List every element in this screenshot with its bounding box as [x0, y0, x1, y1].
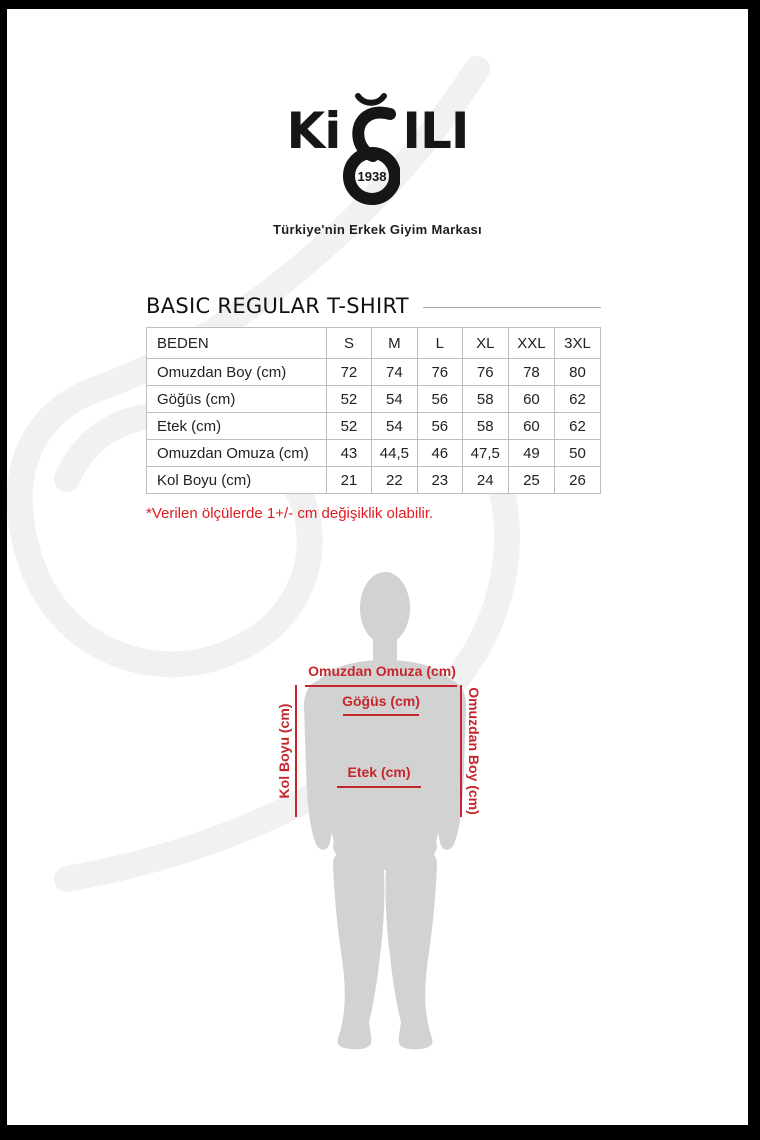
logo-breve-icon	[358, 96, 384, 103]
header-xl: XL	[462, 328, 508, 359]
label-body-length: Omuzdan Boy (cm)	[466, 687, 482, 815]
cell: 58	[462, 413, 508, 440]
cell: 52	[327, 413, 372, 440]
label-hem: Etek (cm)	[347, 764, 411, 780]
cell: 54	[371, 386, 417, 413]
header-beden: BEDEN	[147, 328, 327, 359]
logo-row	[7, 88, 748, 208]
cell: 78	[508, 359, 554, 386]
cell: 54	[371, 413, 417, 440]
sleeve-length-line	[295, 685, 297, 817]
table-row	[147, 386, 601, 413]
cell: 24	[462, 467, 508, 494]
cell: 62	[555, 413, 601, 440]
silhouette-torso	[314, 660, 456, 842]
logo-text-left: Ki	[286, 102, 341, 160]
cell: 43	[327, 440, 372, 467]
cell: 22	[371, 467, 417, 494]
label-sleeve-length: Kol Boyu (cm)	[276, 703, 292, 799]
cell: 76	[418, 359, 463, 386]
table-row	[147, 467, 601, 494]
silhouette-right-leg	[386, 849, 437, 1050]
hem-line	[337, 786, 421, 788]
measurement-note: *Verilen ölçülerde 1+/- cm değişiklik olabilir.	[146, 505, 434, 522]
header-3xl: 3XL	[555, 328, 601, 359]
table-row	[147, 359, 601, 386]
logo-text-right: ILI	[402, 102, 469, 160]
cell: 62	[555, 386, 601, 413]
cell: 23	[418, 467, 463, 494]
header-l: L	[418, 328, 463, 359]
cell: 72	[327, 359, 372, 386]
cell: 58	[462, 386, 508, 413]
brand-tagline: Türkiye'nin Erkek Giyim Markası	[273, 222, 482, 237]
size-table-header-row	[147, 328, 601, 359]
row-label: Göğüs (cm)	[147, 386, 327, 413]
cell: 74	[371, 359, 417, 386]
header-s: S	[327, 328, 372, 359]
cell: 76	[462, 359, 508, 386]
cell: 44,5	[371, 440, 417, 467]
header-m: M	[371, 328, 417, 359]
cell: 25	[508, 467, 554, 494]
cell: 60	[508, 413, 554, 440]
label-shoulder-to-shoulder: Omuzdan Omuza (cm)	[308, 663, 456, 679]
page	[7, 9, 748, 1125]
cell: 26	[555, 467, 601, 494]
row-label: Etek (cm)	[147, 413, 327, 440]
cell: 56	[418, 413, 463, 440]
body-silhouette	[280, 568, 490, 1058]
cell: 52	[327, 386, 372, 413]
row-label: Omuzdan Omuza (cm)	[147, 440, 327, 467]
body-length-line	[460, 685, 462, 817]
product-title: BASIC REGULAR T-SHIRT	[146, 294, 409, 318]
row-label: Kol Boyu (cm)	[147, 467, 327, 494]
title-divider-line	[423, 307, 601, 308]
cell: 60	[508, 386, 554, 413]
logo-year: 1938	[357, 169, 387, 184]
cell: 80	[555, 359, 601, 386]
cell: 47,5	[462, 440, 508, 467]
cell: 56	[418, 386, 463, 413]
header-xxl: XXL	[508, 328, 554, 359]
size-table	[146, 327, 601, 494]
label-chest: Göğüs (cm)	[342, 693, 420, 709]
silhouette-left-arm	[304, 680, 334, 850]
shoulder-width-line	[305, 685, 457, 687]
row-label: Omuzdan Boy (cm)	[147, 359, 327, 386]
cell: 21	[327, 467, 372, 494]
cell: 46	[418, 440, 463, 467]
product-title-row	[146, 294, 601, 318]
table-row	[147, 413, 601, 440]
table-row	[147, 440, 601, 467]
cell: 50	[555, 440, 601, 467]
brand-logo	[7, 88, 748, 237]
chest-line	[343, 714, 419, 716]
silhouette-left-leg	[333, 849, 384, 1050]
cell: 49	[508, 440, 554, 467]
logo-g-glyph	[342, 88, 400, 208]
silhouette-neck	[373, 630, 397, 664]
